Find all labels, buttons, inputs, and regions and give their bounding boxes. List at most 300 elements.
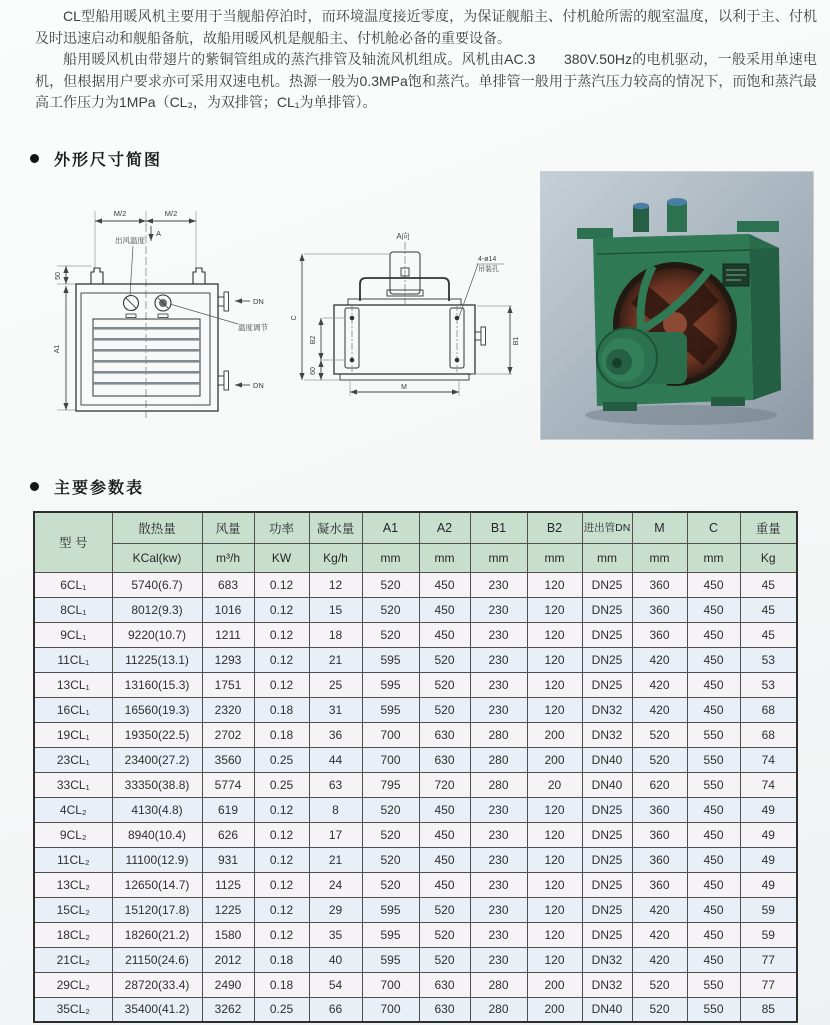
front-view-drawing [33, 196, 281, 433]
cell-value: 230 [470, 872, 527, 897]
cell-value: 0.18 [254, 972, 309, 997]
cell-value: 595 [362, 647, 419, 672]
dim-label-b2: B2 [310, 335, 317, 345]
cell-value: 44 [309, 747, 362, 772]
cell-value: 520 [362, 597, 419, 622]
table-row [34, 897, 797, 922]
cell-value: 520 [419, 647, 470, 672]
temp-adjust-label: 温度调节 [238, 323, 268, 332]
section-heading-dimensions [30, 147, 162, 170]
cell-value: 21 [309, 847, 362, 872]
cell-value: 520 [362, 872, 419, 897]
cell-value: 2012 [202, 947, 254, 972]
cell-value: 53 [740, 647, 797, 672]
table-row [34, 972, 797, 997]
cell-value: DN25 [582, 872, 632, 897]
cell-value: 360 [632, 847, 687, 872]
cell-value: 230 [470, 797, 527, 822]
cell-value: 230 [470, 597, 527, 622]
table-row [34, 747, 797, 772]
table-row [34, 647, 797, 672]
cell-value: 420 [632, 672, 687, 697]
cell-value: DN25 [582, 897, 632, 922]
cell-value: 8940(10.4) [112, 822, 202, 847]
cell-value: 420 [632, 647, 687, 672]
dim-label-m2-right: M/2 [164, 209, 178, 218]
intro-text [35, 6, 817, 114]
cell-value: 68 [740, 722, 797, 747]
cell-value: 450 [419, 872, 470, 897]
cell-value: 520 [362, 822, 419, 847]
cell-value: 450 [687, 822, 740, 847]
cell-value: 3262 [202, 997, 254, 1022]
cell-value: DN25 [582, 922, 632, 947]
col-header: 风量 [202, 512, 254, 543]
cell-value: 280 [470, 772, 527, 797]
cell-value: 280 [470, 972, 527, 997]
cell-value: 450 [687, 672, 740, 697]
cell-value: 230 [470, 922, 527, 947]
cell-value: 45 [740, 622, 797, 647]
cell-value: 931 [202, 847, 254, 872]
cell-value: 230 [470, 822, 527, 847]
cell-value: 520 [419, 922, 470, 947]
cell-value: DN25 [582, 797, 632, 822]
cell-value: 0.18 [254, 697, 309, 722]
cell-value: 520 [362, 847, 419, 872]
cell-value: 120 [527, 647, 582, 672]
cell-value: DN32 [582, 972, 632, 997]
cell-value: 59 [740, 897, 797, 922]
cell-value: 360 [632, 872, 687, 897]
cell-value: 520 [419, 697, 470, 722]
outlet-temp-label: 出风温度 [115, 236, 145, 245]
cell-value: 53 [740, 672, 797, 697]
col-header: 进出管DN [582, 512, 632, 543]
section-title: 主要参数表 [54, 480, 145, 497]
cell-value: 20 [527, 772, 582, 797]
cell-value: 550 [687, 997, 740, 1022]
col-unit: mm [527, 543, 582, 572]
cell-value: 230 [470, 947, 527, 972]
cell-value: 630 [419, 747, 470, 772]
col-header: B1 [470, 512, 527, 543]
cell-value: 550 [687, 747, 740, 772]
cell-value: 120 [527, 797, 582, 822]
cell-value: 420 [632, 922, 687, 947]
cell-model: 6CL₁ [34, 572, 112, 597]
cell-value: 8 [309, 797, 362, 822]
cell-value: 0.12 [254, 672, 309, 697]
cell-value: DN25 [582, 822, 632, 847]
table-row [34, 572, 797, 597]
cell-value: 49 [740, 847, 797, 872]
cell-value: 2490 [202, 972, 254, 997]
cell-value: 120 [527, 847, 582, 872]
cell-value: 520 [632, 747, 687, 772]
cell-value: 16560(19.3) [112, 697, 202, 722]
col-unit: mm [362, 543, 419, 572]
cell-value: 12 [309, 572, 362, 597]
cell-value: 120 [527, 697, 582, 722]
cell-value: 8012(9.3) [112, 597, 202, 622]
cell-value: 120 [527, 872, 582, 897]
cell-value: 230 [470, 622, 527, 647]
cell-value: 45 [740, 572, 797, 597]
holes-label-line1: 4-ø14 [478, 256, 497, 263]
cell-value: 595 [362, 922, 419, 947]
cell-value: 200 [527, 722, 582, 747]
cell-value: 19350(22.5) [112, 722, 202, 747]
col-header: 重量 [740, 512, 797, 543]
cell-value: 49 [740, 822, 797, 847]
cell-value: 550 [687, 972, 740, 997]
cell-value: 450 [419, 797, 470, 822]
cell-model: 11CL₁ [34, 647, 112, 672]
cell-value: 0.12 [254, 622, 309, 647]
cell-model: 19CL₁ [34, 722, 112, 747]
cell-value: 120 [527, 672, 582, 697]
intro-paragraph-1: CL型船用暖风机主要用于当舰船停泊时，而环境温度接近零度，为保证舰船主、付机舱所需的舰室温度，以利于主、付机及时迅速启动和舰船备航，故船用暖风机是舰船主、付机舱必备的重要设备。 [35, 8, 817, 46]
cell-value: DN32 [582, 697, 632, 722]
cell-model: 16CL₁ [34, 697, 112, 722]
cell-value: 1293 [202, 647, 254, 672]
cell-value: 230 [470, 697, 527, 722]
cell-model: 8CL₁ [34, 597, 112, 622]
cell-value: 77 [740, 947, 797, 972]
cell-value: DN25 [582, 647, 632, 672]
cell-value: 68 [740, 697, 797, 722]
cell-value: 45 [740, 597, 797, 622]
section-title: 外形尺寸简图 [54, 152, 163, 169]
col-header: 功率 [254, 512, 309, 543]
col-unit: KCal(kw) [112, 543, 202, 572]
cell-value: 595 [362, 697, 419, 722]
cell-value: 450 [687, 797, 740, 822]
cell-value: DN25 [582, 572, 632, 597]
cell-model: 9CL₁ [34, 622, 112, 647]
cell-value: 420 [632, 697, 687, 722]
cell-value: 2702 [202, 722, 254, 747]
col-unit: m³/h [202, 543, 254, 572]
cell-value: 230 [470, 847, 527, 872]
cell-value: 450 [419, 622, 470, 647]
cell-value: 450 [687, 922, 740, 947]
section-heading-parameters [30, 475, 144, 498]
col-header: A1 [362, 512, 419, 543]
cell-value: 9220(10.7) [112, 622, 202, 647]
table-row [34, 597, 797, 622]
cell-model: 29CL₂ [34, 972, 112, 997]
dim-label-50: 50 [55, 272, 62, 280]
cell-value: 550 [687, 772, 740, 797]
cell-value: 49 [740, 872, 797, 897]
cell-value: 450 [687, 947, 740, 972]
cell-value: 595 [362, 947, 419, 972]
cell-value: 520 [632, 722, 687, 747]
cell-value: 520 [419, 672, 470, 697]
cell-value: 520 [419, 947, 470, 972]
cell-value: 0.25 [254, 997, 309, 1022]
cell-value: 595 [362, 897, 419, 922]
cell-value: 49 [740, 797, 797, 822]
cell-model: 18CL₂ [34, 922, 112, 947]
cell-value: 5740(6.7) [112, 572, 202, 597]
cell-model: 35CL₂ [34, 997, 112, 1022]
cell-value: 0.12 [254, 922, 309, 947]
table-row [34, 822, 797, 847]
cell-value: 200 [527, 747, 582, 772]
cell-value: DN40 [582, 772, 632, 797]
param-table-body [34, 572, 797, 1022]
cell-value: DN40 [582, 997, 632, 1022]
cell-value: 626 [202, 822, 254, 847]
cell-value: 450 [419, 822, 470, 847]
cell-value: 230 [470, 897, 527, 922]
cell-value: 74 [740, 747, 797, 772]
cell-model: 21CL₂ [34, 947, 112, 972]
cell-value: 520 [362, 572, 419, 597]
cell-value: 450 [687, 622, 740, 647]
col-unit: Kg/h [309, 543, 362, 572]
cell-value: 1225 [202, 897, 254, 922]
cell-value: 520 [632, 997, 687, 1022]
cell-value: DN25 [582, 847, 632, 872]
cell-value: 520 [632, 972, 687, 997]
cell-value: 450 [419, 572, 470, 597]
cell-value: 74 [740, 772, 797, 797]
cell-value: 77 [740, 972, 797, 997]
dim-label-60: 60 [310, 367, 317, 375]
cell-value: 619 [202, 797, 254, 822]
cell-value: 450 [419, 847, 470, 872]
cell-value: 18260(21.2) [112, 922, 202, 947]
cell-value: 360 [632, 622, 687, 647]
cell-value: 120 [527, 822, 582, 847]
col-unit: Kg [740, 543, 797, 572]
cell-value: 0.12 [254, 847, 309, 872]
cell-model: 13CL₁ [34, 672, 112, 697]
cell-value: 4130(4.8) [112, 797, 202, 822]
table-row [34, 847, 797, 872]
cell-value: 360 [632, 597, 687, 622]
section-mark-a: A [156, 229, 162, 238]
dn-label-lower: DN [253, 381, 264, 390]
cell-value: 0.12 [254, 822, 309, 847]
cell-value: 520 [362, 797, 419, 822]
cell-value: 450 [687, 647, 740, 672]
table-row [34, 797, 797, 822]
cell-value: 13160(15.3) [112, 672, 202, 697]
intro-paragraph-2: 船用暖风机由带翅片的紫铜管组成的蒸汽排管及轴流风机组成。风机由AC.3 380V.50Hz的电机驱动，一般采用单速电机，但根据用户要求亦可采用双速电机。热源一般为0.3MPa饱和蒸汽。单排管一般用于蒸汽压力较高的情况下，而饱和蒸汽最高工作压力为1MPa（CL₂，为双排管；CL₁为单排管）。 [35, 51, 817, 110]
cell-value: 360 [632, 822, 687, 847]
cell-value: 520 [419, 897, 470, 922]
cell-value: 0.25 [254, 747, 309, 772]
cell-value: 630 [419, 997, 470, 1022]
cell-value: 200 [527, 997, 582, 1022]
cell-value: 1211 [202, 622, 254, 647]
table-row [34, 697, 797, 722]
cell-value: 550 [687, 722, 740, 747]
table-row [34, 872, 797, 897]
cell-value: DN40 [582, 747, 632, 772]
cell-value: 29 [309, 897, 362, 922]
cell-value: 24 [309, 872, 362, 897]
cell-value: 280 [470, 997, 527, 1022]
cell-value: 700 [362, 997, 419, 1022]
cell-model: 33CL₁ [34, 772, 112, 797]
col-header-model: 型 号 [34, 512, 112, 572]
cell-value: 36 [309, 722, 362, 747]
col-unit: KW [254, 543, 309, 572]
cell-value: 450 [687, 847, 740, 872]
table-row [34, 772, 797, 797]
bullet-icon [30, 482, 39, 491]
cell-value: 700 [362, 747, 419, 772]
cell-value: 450 [687, 872, 740, 897]
cell-value: 2320 [202, 697, 254, 722]
cell-value: 63 [309, 772, 362, 797]
cell-value: 0.18 [254, 722, 309, 747]
cell-value: 230 [470, 572, 527, 597]
cell-value: 15120(17.8) [112, 897, 202, 922]
cell-value: 280 [470, 722, 527, 747]
col-header: 散热量 [112, 512, 202, 543]
cell-value: 15 [309, 597, 362, 622]
cell-model: 11CL₂ [34, 847, 112, 872]
cell-model: 15CL₂ [34, 897, 112, 922]
table-row [34, 622, 797, 647]
cell-value: 0.12 [254, 872, 309, 897]
cell-value: 595 [362, 672, 419, 697]
cell-value: 1016 [202, 597, 254, 622]
col-header: A2 [419, 512, 470, 543]
cell-value: 11225(13.1) [112, 647, 202, 672]
cell-value: 450 [419, 597, 470, 622]
cell-value: 31 [309, 697, 362, 722]
cell-model: 4CL₂ [34, 797, 112, 822]
cell-value: 21150(24.6) [112, 947, 202, 972]
cell-model: 9CL₂ [34, 822, 112, 847]
cell-value: 120 [527, 897, 582, 922]
col-header: M [632, 512, 687, 543]
col-header: C [687, 512, 740, 543]
cell-value: 17 [309, 822, 362, 847]
cell-value: 683 [202, 572, 254, 597]
cell-value: 0.12 [254, 647, 309, 672]
cell-value: 620 [632, 772, 687, 797]
cell-value: 450 [687, 597, 740, 622]
dim-label-m2-left: M/2 [113, 209, 127, 218]
cell-value: 0.12 [254, 897, 309, 922]
cell-value: 200 [527, 972, 582, 997]
cell-value: 360 [632, 797, 687, 822]
cell-value: 25 [309, 672, 362, 697]
cell-value: 85 [740, 997, 797, 1022]
cell-value: 54 [309, 972, 362, 997]
header-row-units [34, 543, 797, 572]
cell-value: 11100(12.9) [112, 847, 202, 872]
col-unit: mm [687, 543, 740, 572]
dim-label-a1: A1 [54, 344, 61, 354]
col-unit: mm [632, 543, 687, 572]
cell-value: 23400(27.2) [112, 747, 202, 772]
cell-value: DN32 [582, 722, 632, 747]
cell-value: 35 [309, 922, 362, 947]
cell-value: 120 [527, 597, 582, 622]
cell-value: 420 [632, 897, 687, 922]
table-row [34, 922, 797, 947]
cell-value: 120 [527, 622, 582, 647]
cell-value: 120 [527, 947, 582, 972]
cell-value: 0.18 [254, 947, 309, 972]
cell-value: 40 [309, 947, 362, 972]
dim-label-b1: B1 [513, 336, 520, 346]
cell-value: 120 [527, 922, 582, 947]
cell-model: 13CL₂ [34, 872, 112, 897]
cell-value: 59 [740, 922, 797, 947]
cell-value: 420 [632, 947, 687, 972]
dim-label-c: C [291, 315, 298, 321]
holes-label-line2: 吊装孔 [478, 266, 499, 273]
cell-value: 0.12 [254, 597, 309, 622]
cell-value: 360 [632, 572, 687, 597]
cell-value: 18 [309, 622, 362, 647]
cell-value: 450 [687, 897, 740, 922]
col-unit: mm [470, 543, 527, 572]
dn-label-upper: DN [253, 297, 264, 306]
product-photo [541, 172, 813, 439]
cell-value: 280 [470, 747, 527, 772]
cell-value: DN25 [582, 672, 632, 697]
cell-value: 120 [527, 572, 582, 597]
cell-value: DN25 [582, 622, 632, 647]
cell-value: 0.12 [254, 572, 309, 597]
cell-value: DN32 [582, 947, 632, 972]
table-row [34, 672, 797, 697]
cell-value: 12650(14.7) [112, 872, 202, 897]
cell-value: 5774 [202, 772, 254, 797]
dim-label-m: M [401, 384, 407, 391]
cell-value: 450 [687, 697, 740, 722]
col-unit: mm [419, 543, 470, 572]
cell-value: 1125 [202, 872, 254, 897]
cell-value: 33350(38.8) [112, 772, 202, 797]
cell-model: 23CL₁ [34, 747, 112, 772]
side-view-drawing [282, 194, 532, 431]
table-row [34, 722, 797, 747]
cell-value: 450 [687, 572, 740, 597]
cell-value: 1580 [202, 922, 254, 947]
cell-value: 795 [362, 772, 419, 797]
cell-value: 230 [470, 672, 527, 697]
col-header: 凝水量 [309, 512, 362, 543]
col-header: B2 [527, 512, 582, 543]
cell-value: 21 [309, 647, 362, 672]
cell-value: 630 [419, 972, 470, 997]
col-unit: mm [582, 543, 632, 572]
cell-value: 520 [362, 622, 419, 647]
cell-value: 28720(33.4) [112, 972, 202, 997]
cell-value: 0.12 [254, 797, 309, 822]
header-row-labels [34, 512, 797, 543]
cell-value: 66 [309, 997, 362, 1022]
bullet-icon [30, 154, 39, 163]
table-row [34, 997, 797, 1022]
table-row [34, 947, 797, 972]
cell-value: 3560 [202, 747, 254, 772]
cell-value: 720 [419, 772, 470, 797]
